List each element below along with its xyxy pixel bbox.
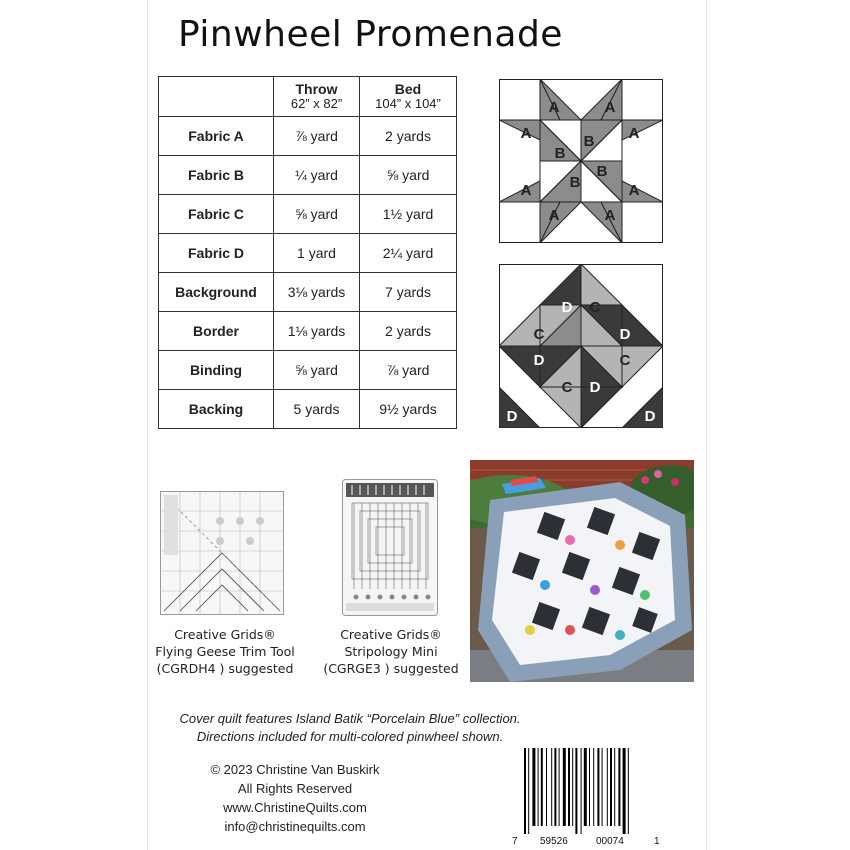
barcode-bar [623, 748, 626, 834]
barcode-bar [559, 748, 560, 826]
column-name: Throw [295, 80, 338, 97]
table-header-row [159, 77, 457, 117]
label-a: A [520, 125, 532, 142]
table-corner-cell [159, 77, 274, 117]
bed-cell: 9½ yards [360, 390, 457, 429]
column-header-throw [274, 77, 360, 117]
stripology-tool-caption [316, 626, 466, 677]
bed-cell: 2 yards [360, 117, 457, 156]
label-d: D [589, 379, 601, 396]
table-row [159, 390, 457, 429]
label-d: D [533, 352, 545, 369]
throw-cell: 1 yard [274, 234, 360, 273]
barcode-bar [614, 748, 615, 826]
copyright-block [170, 760, 420, 836]
barcode-bar [563, 748, 566, 826]
barcode-bar [581, 748, 582, 834]
label-d: D [644, 408, 656, 425]
label-b: B [554, 145, 566, 162]
cover-quilt-note [150, 710, 550, 746]
table-row [159, 156, 457, 195]
bed-cell: 7 yards [360, 273, 457, 312]
barcode-bar [524, 748, 526, 834]
barcode-bar [618, 748, 620, 826]
bed-cell: ⅝ yard [360, 156, 457, 195]
row-label: Backing [159, 390, 274, 429]
copyright-line: © 2023 Christine Van Buskirk [210, 762, 380, 777]
label-a: A [520, 182, 532, 199]
throw-cell: ⅞ yard [274, 117, 360, 156]
row-label: Background [159, 273, 274, 312]
bed-cell: ⅞ yard [360, 351, 457, 390]
barcode-bar [607, 748, 608, 826]
caption-line: Creative Grids® [174, 627, 276, 642]
barcode-bar [597, 748, 599, 826]
flying-geese-tool-caption [150, 626, 300, 677]
row-label: Border [159, 312, 274, 351]
pinwheel-block-diagram [499, 264, 663, 428]
label-a: A [604, 99, 616, 116]
barcode-bar [528, 748, 529, 834]
row-label: Fabric D [159, 234, 274, 273]
label-d: D [506, 408, 518, 425]
label-b: B [583, 133, 595, 150]
barcode-bar [532, 748, 535, 826]
barcode-bar [554, 748, 556, 826]
barcode-digits-3: 00074 [596, 836, 624, 847]
quilt-photo [470, 460, 694, 682]
caption-line: Stripology Mini [344, 644, 438, 659]
barcode-bar [575, 748, 577, 834]
row-label: Fabric B [159, 156, 274, 195]
label-b: B [596, 163, 608, 180]
caption-line: (CGRGE3 ) suggested [323, 661, 459, 676]
caption-line: Flying Geese Trim Tool [155, 644, 295, 659]
label-c: C [619, 352, 631, 369]
label-d: D [561, 299, 573, 316]
table-row [159, 117, 457, 156]
caption-line: (CGRDH4 ) suggested [156, 661, 294, 676]
barcode-bar [541, 748, 543, 826]
label-a: A [548, 99, 560, 116]
barcode-digits-2: 59526 [540, 836, 568, 847]
note-line: Directions included for multi-colored pinwheel shown. [196, 729, 504, 744]
label-c: C [589, 299, 601, 316]
caption-line: Creative Grids® [340, 627, 442, 642]
barcode-bar [546, 748, 547, 826]
barcode-bar [593, 748, 594, 826]
column-size: 104” x 104” [375, 96, 441, 112]
barcode-bar [584, 748, 587, 826]
table-row [159, 312, 457, 351]
throw-cell: 5 yards [274, 390, 360, 429]
throw-cell: 1⅛ yards [274, 312, 360, 351]
barcode-bar [572, 748, 573, 826]
barcode-bar [589, 748, 590, 826]
barcode-bar [568, 748, 570, 826]
throw-cell: ¼ yard [274, 156, 360, 195]
page-title: Pinwheel Promenade [178, 14, 563, 55]
star-block-diagram [499, 79, 663, 243]
email-link[interactable]: info@christinequilts.com [224, 819, 366, 834]
column-header-bed [360, 77, 457, 117]
table-row [159, 195, 457, 234]
throw-cell: ⅝ yard [274, 351, 360, 390]
column-size: 62” x 82” [290, 96, 343, 112]
barcode-bar [551, 748, 552, 826]
label-b: B [569, 174, 581, 191]
table-row [159, 234, 457, 273]
label-a: A [628, 182, 640, 199]
label-d: D [619, 326, 631, 343]
label-c: C [533, 326, 545, 343]
bed-cell: 1½ yard [360, 195, 457, 234]
row-label: Binding [159, 351, 274, 390]
website-link[interactable]: www.ChristineQuilts.com [223, 800, 367, 815]
throw-cell: ⅝ yard [274, 195, 360, 234]
bed-cell: 2 yards [360, 312, 457, 351]
throw-cell: 3⅛ yards [274, 273, 360, 312]
column-name: Bed [394, 80, 422, 97]
barcode-digit-1: 7 [512, 836, 518, 847]
label-a: A [604, 207, 616, 224]
table-row [159, 351, 457, 390]
barcode-bar [538, 748, 539, 826]
bed-cell: 2¼ yard [360, 234, 457, 273]
note-line: Cover quilt features Island Batik “Porcelain Blue” collection. [179, 711, 521, 726]
label-a: A [548, 207, 560, 224]
flying-geese-ruler-image [160, 491, 284, 615]
fabric-requirements-table [158, 76, 457, 429]
table-row [159, 273, 457, 312]
copyright-line: All Rights Reserved [237, 781, 353, 796]
barcode-bar [602, 748, 603, 826]
barcode [518, 746, 662, 836]
barcode-bar [628, 748, 629, 834]
barcode-bar [610, 748, 612, 826]
stripology-mini-ruler-image [342, 479, 438, 616]
row-label: Fabric A [159, 117, 274, 156]
label-a: A [628, 125, 640, 142]
row-label: Fabric C [159, 195, 274, 234]
barcode-digit-4: 1 [654, 836, 660, 847]
label-c: C [561, 379, 573, 396]
